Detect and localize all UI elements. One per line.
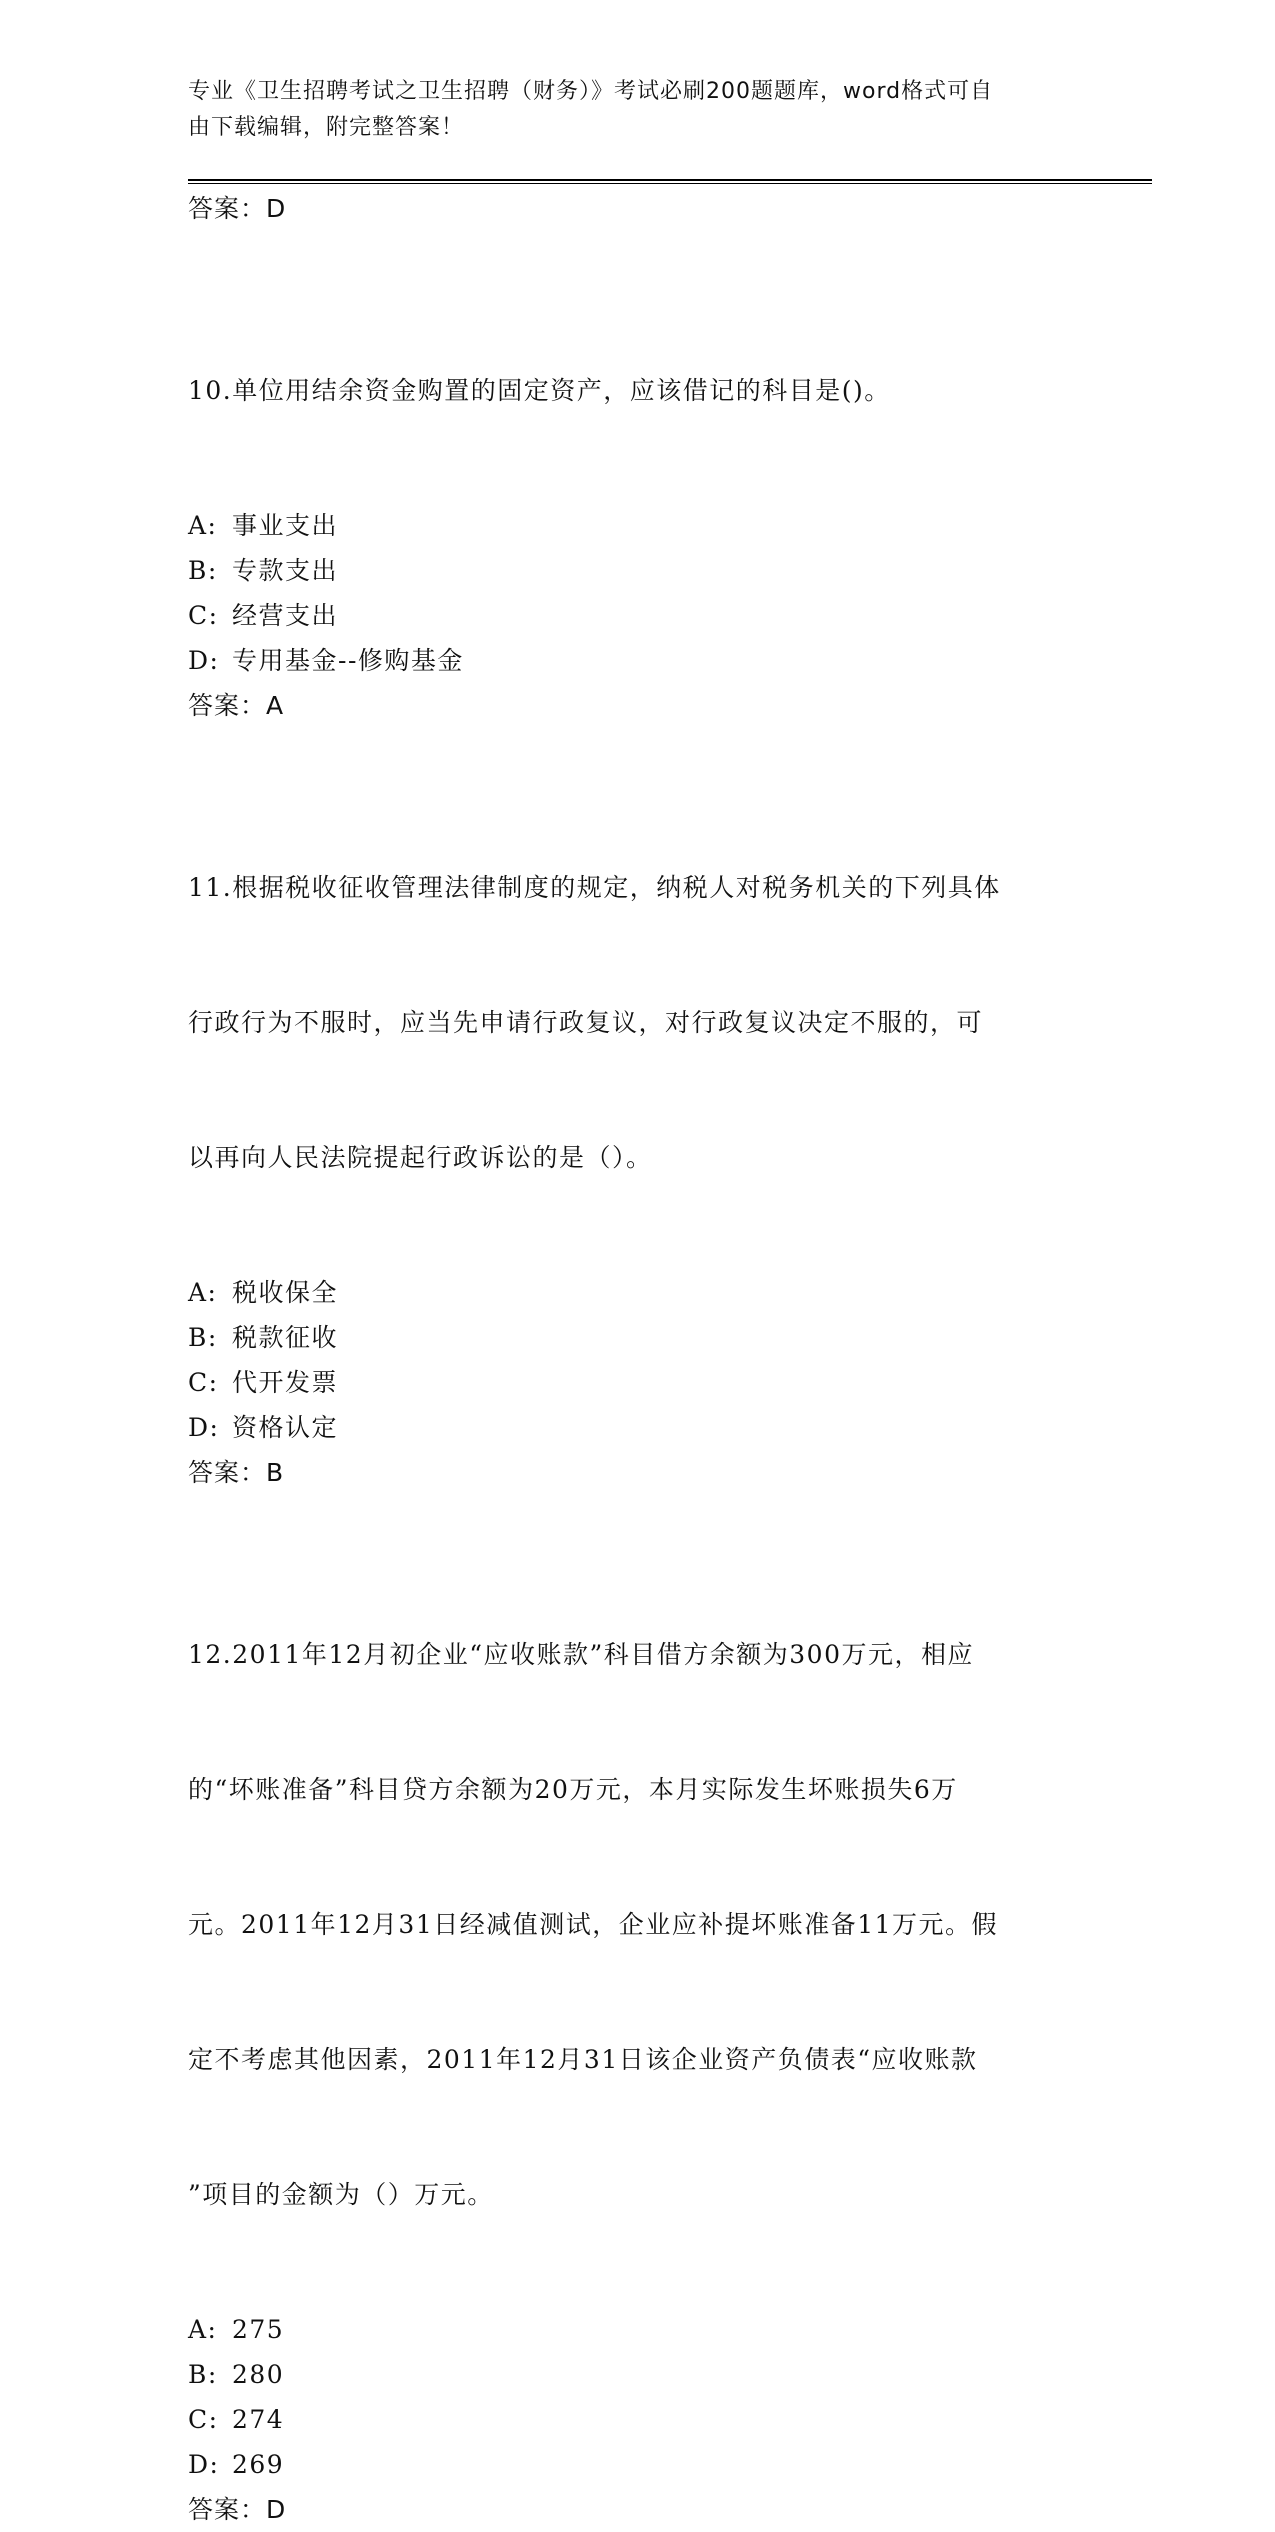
answer: 答案：A (188, 691, 285, 720)
question-stem (188, 1542, 1088, 2307)
option-text: 专用基金--修购基金 (232, 646, 464, 675)
stem-line: 10.单位用结余资金购置的固定资产，应该借记的科目是()。 (188, 376, 891, 405)
question-11 (188, 775, 1088, 1495)
stem-line: 行政行为不服时，应当先申请行政复议，对行政复议决定不服的，可 (188, 1008, 984, 1037)
header-line-1: 专业《卫生招聘考试之卫生招聘（财务）》考试必刷200题题库，word格式可自 (188, 79, 994, 104)
option-text: 税收保全 (232, 1278, 339, 1307)
option-text: 代开发票 (232, 1368, 339, 1397)
option-c (188, 2397, 1088, 2442)
stem-line: 定不考虑其他因素，2011年12月31日该企业资产负债表“应收账款 (188, 2045, 978, 2074)
stem-line: ”项目的金额为（）万元。 (188, 2180, 494, 2209)
option-a (188, 2307, 1088, 2352)
question-stem (188, 775, 1088, 1270)
option-d (188, 2442, 1088, 2487)
option-letter: B: (188, 1323, 218, 1352)
option-letter: D: (188, 646, 220, 675)
option-text: 税款征收 (232, 1323, 339, 1352)
stem-line: 11.根据税收征收管理法律制度的规定，纳税人对税务机关的下列具体 (188, 873, 1001, 902)
option-a (188, 1270, 1088, 1315)
option-c (188, 1360, 1088, 1405)
option-b (188, 1315, 1088, 1360)
stem-line: 12.2011年12月初企业“应收账款”科目借方余额为300万元，相应 (188, 1640, 974, 1669)
option-letter: B: (188, 2360, 218, 2389)
option-text: 经营支出 (232, 601, 339, 630)
option-letter: A: (188, 1278, 218, 1307)
option-c (188, 593, 1088, 638)
option-letter: C: (188, 601, 219, 630)
option-text: 274 (232, 2405, 285, 2434)
header-rule-thin (188, 183, 1152, 184)
answer: 答案：B (188, 1458, 285, 1487)
option-b (188, 2352, 1088, 2397)
previous-answer: 答案：D (188, 194, 287, 223)
option-text: 专款支出 (232, 556, 339, 585)
option-letter: B: (188, 556, 218, 585)
question-12 (188, 1542, 1088, 2532)
option-text: 275 (232, 2315, 285, 2344)
header-rule-thick (188, 179, 1152, 181)
option-text: 269 (232, 2450, 285, 2479)
option-d (188, 1405, 1088, 1450)
option-letter: C: (188, 2405, 219, 2434)
stem-line: 以再向人民法院提起行政诉讼的是（）。 (188, 1143, 653, 1172)
option-text: 资格认定 (232, 1413, 339, 1442)
stem-line: 元。2011年12月31日经减值测试，企业应补提坏账准备11万元。假 (188, 1910, 999, 1939)
document-body (188, 186, 1088, 2532)
header-line-2: 由下载编辑，附完整答案！ (188, 115, 465, 140)
option-letter: A: (188, 2315, 218, 2344)
option-text: 280 (232, 2360, 285, 2389)
question-10 (188, 278, 1088, 728)
option-letter: D: (188, 1413, 220, 1442)
document-header (188, 74, 1088, 146)
option-letter: C: (188, 1368, 219, 1397)
option-text: 事业支出 (232, 511, 339, 540)
answer: 答案：D (188, 2495, 287, 2524)
stem-line: 的“坏账准备”科目贷方余额为20万元，本月实际发生坏账损失6万 (188, 1775, 958, 1804)
option-letter: D: (188, 2450, 220, 2479)
option-b (188, 548, 1088, 593)
question-stem (188, 278, 1088, 503)
option-d (188, 638, 1088, 683)
option-a (188, 503, 1088, 548)
option-letter: A: (188, 511, 218, 540)
